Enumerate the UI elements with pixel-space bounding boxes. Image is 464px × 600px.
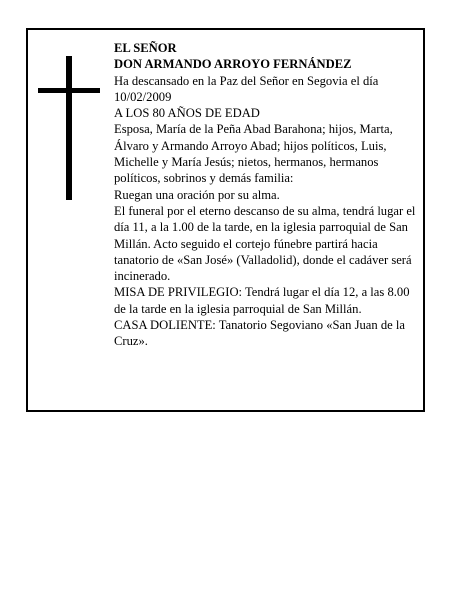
latin-cross-icon: [38, 56, 100, 200]
privilege-mass: MISA DE PRIVILEGIO: Tendrá lugar el día 12, a las 8.00 de la tarde en la iglesia parroquial de San Millán.: [114, 285, 410, 316]
notice-heading-title: EL SEÑOR: [114, 41, 177, 55]
notice-text: [114, 40, 420, 350]
deceased-name: DON ARMANDO ARROYO FERNÁNDEZ: [114, 57, 352, 72]
funeral-details: El funeral por el eterno descanso de su alma, tendrá lugar el día 11, a la 1.00 de la tarde, en la iglesia parroquial de San Millán. Acto seguido el cortejo fúnebre partirá hacia tanatorio de «San José» (Valladolid), donde el cadáver será incinerado.: [114, 203, 416, 284]
death-announcement: Ha descansado en la Paz del Señor en Segovia el día 10/02/2009: [114, 73, 379, 104]
age-line: A LOS 80 AÑOS DE EDAD: [114, 106, 260, 121]
family-list: Esposa, María de la Peña Abad Barahona; hijos, Marta, Álvaro y Armando Arroyo Abad; hijos políticos, Luis, Michelle y María Jesús; nietos, hermanos, hermanos políticos, sobrinos y demás familia:: [114, 122, 393, 186]
prayer-request: Ruegan una oración por su alma.: [114, 187, 280, 202]
mourning-house: CASA DOLIENTE: Tanatorio Segoviano «San Juan de la Cruz».: [114, 318, 405, 349]
obituary-notice: [26, 28, 425, 412]
cross-vertical-bar: [66, 56, 72, 200]
cross-horizontal-bar: [38, 88, 100, 93]
